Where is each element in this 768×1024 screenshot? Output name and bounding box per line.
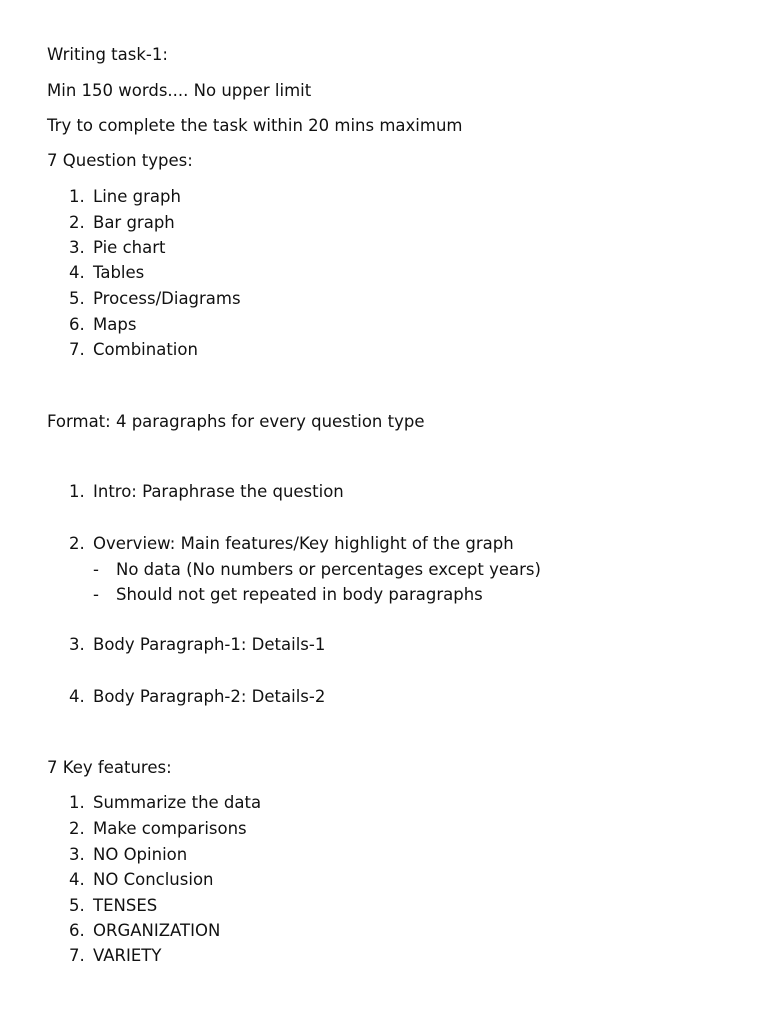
list-item: Body Paragraph-1: Details-1 xyxy=(93,635,326,654)
sub-item-dash: - xyxy=(93,560,99,579)
list-item-number: 7. xyxy=(69,946,85,965)
list-item-number: 7. xyxy=(69,340,85,359)
list-item-number: 1. xyxy=(69,793,85,812)
sub-list-item: No data (No numbers or percentages except years) xyxy=(116,560,541,579)
list-item: Intro: Paraphrase the question xyxy=(93,482,344,501)
list-item: Combination xyxy=(93,340,198,359)
list-item-number: 3. xyxy=(69,635,85,654)
list-item: TENSES xyxy=(93,896,158,915)
list-item-number: 2. xyxy=(69,534,85,553)
question-types-heading: 7 Question types: xyxy=(47,151,193,170)
list-item: NO Conclusion xyxy=(93,870,214,889)
list-item: Overview: Main features/Key highlight of the graph xyxy=(93,534,514,553)
list-item-number: 6. xyxy=(69,921,85,940)
list-item-number: 3. xyxy=(69,845,85,864)
list-item: VARIETY xyxy=(93,946,162,965)
list-item-number: 5. xyxy=(69,896,85,915)
sub-list-item: Should not get repeated in body paragraphs xyxy=(116,585,483,604)
list-item-number: 5. xyxy=(69,289,85,308)
list-item: Body Paragraph-2: Details-2 xyxy=(93,687,326,706)
list-item-number: 1. xyxy=(69,187,85,206)
format-heading: Format: 4 paragraphs for every question type xyxy=(47,412,425,431)
list-item: Line graph xyxy=(93,187,181,206)
list-item: Bar graph xyxy=(93,213,175,232)
key-features-heading: 7 Key features: xyxy=(47,758,172,777)
list-item-number: 1. xyxy=(69,482,85,501)
list-item-number: 4. xyxy=(69,687,85,706)
list-item-number: 3. xyxy=(69,238,85,257)
list-item-number: 2. xyxy=(69,819,85,838)
list-item: Make comparisons xyxy=(93,819,247,838)
list-item-number: 2. xyxy=(69,213,85,232)
list-item-number: 4. xyxy=(69,263,85,282)
time-limit-text: Try to complete the task within 20 mins maximum xyxy=(47,116,463,135)
sub-item-dash: - xyxy=(93,585,99,604)
list-item: Tables xyxy=(93,263,145,282)
list-item: Maps xyxy=(93,315,137,334)
list-item: NO Opinion xyxy=(93,845,188,864)
list-item-number: 6. xyxy=(69,315,85,334)
document-title: Writing task-1: xyxy=(47,45,168,64)
list-item: Pie chart xyxy=(93,238,166,257)
list-item: ORGANIZATION xyxy=(93,921,221,940)
list-item: Process/Diagrams xyxy=(93,289,241,308)
list-item: Summarize the data xyxy=(93,793,262,812)
word-limit-text: Min 150 words.... No upper limit xyxy=(47,81,312,100)
list-item-number: 4. xyxy=(69,870,85,889)
